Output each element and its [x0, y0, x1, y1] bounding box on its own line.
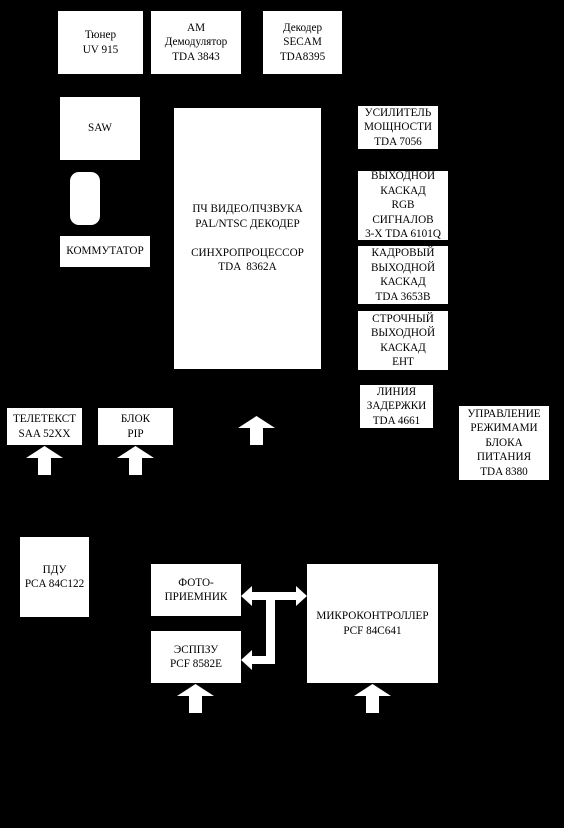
rgb-output-line4: СИГНАЛОВ: [372, 213, 434, 226]
psu-control-line2: РЕЖИМАМИ: [470, 422, 538, 435]
commutator-label: КОММУТАТОР: [66, 245, 144, 258]
power-amplifier-line2: МОЩНОСТИ: [364, 121, 432, 134]
psu-control-line1: УПРАВЛЕНИЕ: [467, 407, 541, 420]
teletext-model: SAA 52XX: [18, 427, 71, 440]
photo-receiver-line1: ФОТО-: [178, 576, 214, 589]
am-demodulator-line2: Демодулятор: [164, 36, 228, 49]
remote-control-model: PCA 84C122: [24, 578, 85, 590]
rgb-output-model: 3-Х TDA 6101Q: [365, 228, 441, 240]
psu-control-line4: ПИТАНИЯ: [476, 451, 532, 464]
delay-line-model: TDA 4661: [372, 414, 421, 427]
rgb-output-line2: КАСКАД: [380, 184, 426, 197]
tuner-model: UV 915: [82, 43, 119, 56]
delay-line-line2: ЗАДЕРЖКИ: [366, 400, 427, 413]
remote-control-line1: ПДУ: [42, 563, 67, 576]
pip-line1: БЛОК: [120, 413, 151, 425]
frame-output-line2: ВЫХОДНОЙ: [370, 261, 436, 274]
frame-output-line3: КАСКАД: [380, 276, 426, 288]
saw-label: SAW: [88, 122, 112, 135]
am-demodulator-line1: AM: [186, 21, 206, 34]
pip-line2: PIP: [127, 427, 144, 440]
main-processor-line3: СИНХРОПРОЦЕССОР: [191, 246, 304, 259]
eeprom-model: PCF 8582E: [170, 658, 222, 670]
psu-control-model: TDA 8380: [480, 465, 528, 478]
line-output-line1: СТРОЧНЫЙ: [372, 312, 434, 325]
frame-output-model: TDA 3653B: [375, 290, 431, 303]
secam-decoder-line1: Декодер: [282, 21, 323, 34]
main-processor-line1: ПЧ ВИДЕО/ПЧЗВУКА: [192, 203, 303, 216]
am-demodulator-model: TDA 3843: [172, 50, 220, 63]
secam-decoder-model: TDA8395: [279, 50, 326, 63]
microcontroller-line1: МИКРОКОНТРОЛЛЕР: [316, 610, 429, 622]
tuner-label: Тюнер: [84, 29, 117, 41]
microcontroller-model: PCF 84C641: [343, 624, 402, 637]
eeprom-line1: ЭСППЗУ: [173, 643, 219, 656]
psu-control-line3: БЛОКА: [485, 436, 523, 449]
line-output-line3: КАСКАД: [380, 341, 426, 354]
teletext-line1: ТЕЛЕТЕКСТ: [12, 413, 77, 425]
rgb-output-line3: RGB: [391, 199, 415, 212]
main-processor-line2: PAL/NTSC ДЕКОДЕР: [195, 217, 300, 230]
rgb-output-line1: ВЫХОДНОЙ: [370, 171, 436, 183]
photo-receiver-line2: ПРИЕМНИК: [164, 591, 228, 603]
power-amplifier-line1: УСИЛИТЕЛЬ: [364, 106, 432, 119]
power-amplifier-model: TDA 7056: [374, 135, 422, 148]
line-output-line2: ВЫХОДНОЙ: [370, 327, 436, 339]
main-processor-model: TDA 8362A: [218, 261, 277, 274]
frame-output-line1: КАДРОВЫЙ: [371, 247, 435, 259]
secam-decoder-line2: SECAM: [283, 36, 322, 49]
line-output-line4: ЕНТ: [392, 356, 414, 368]
delay-line-line1: ЛИНИЯ: [376, 385, 417, 398]
